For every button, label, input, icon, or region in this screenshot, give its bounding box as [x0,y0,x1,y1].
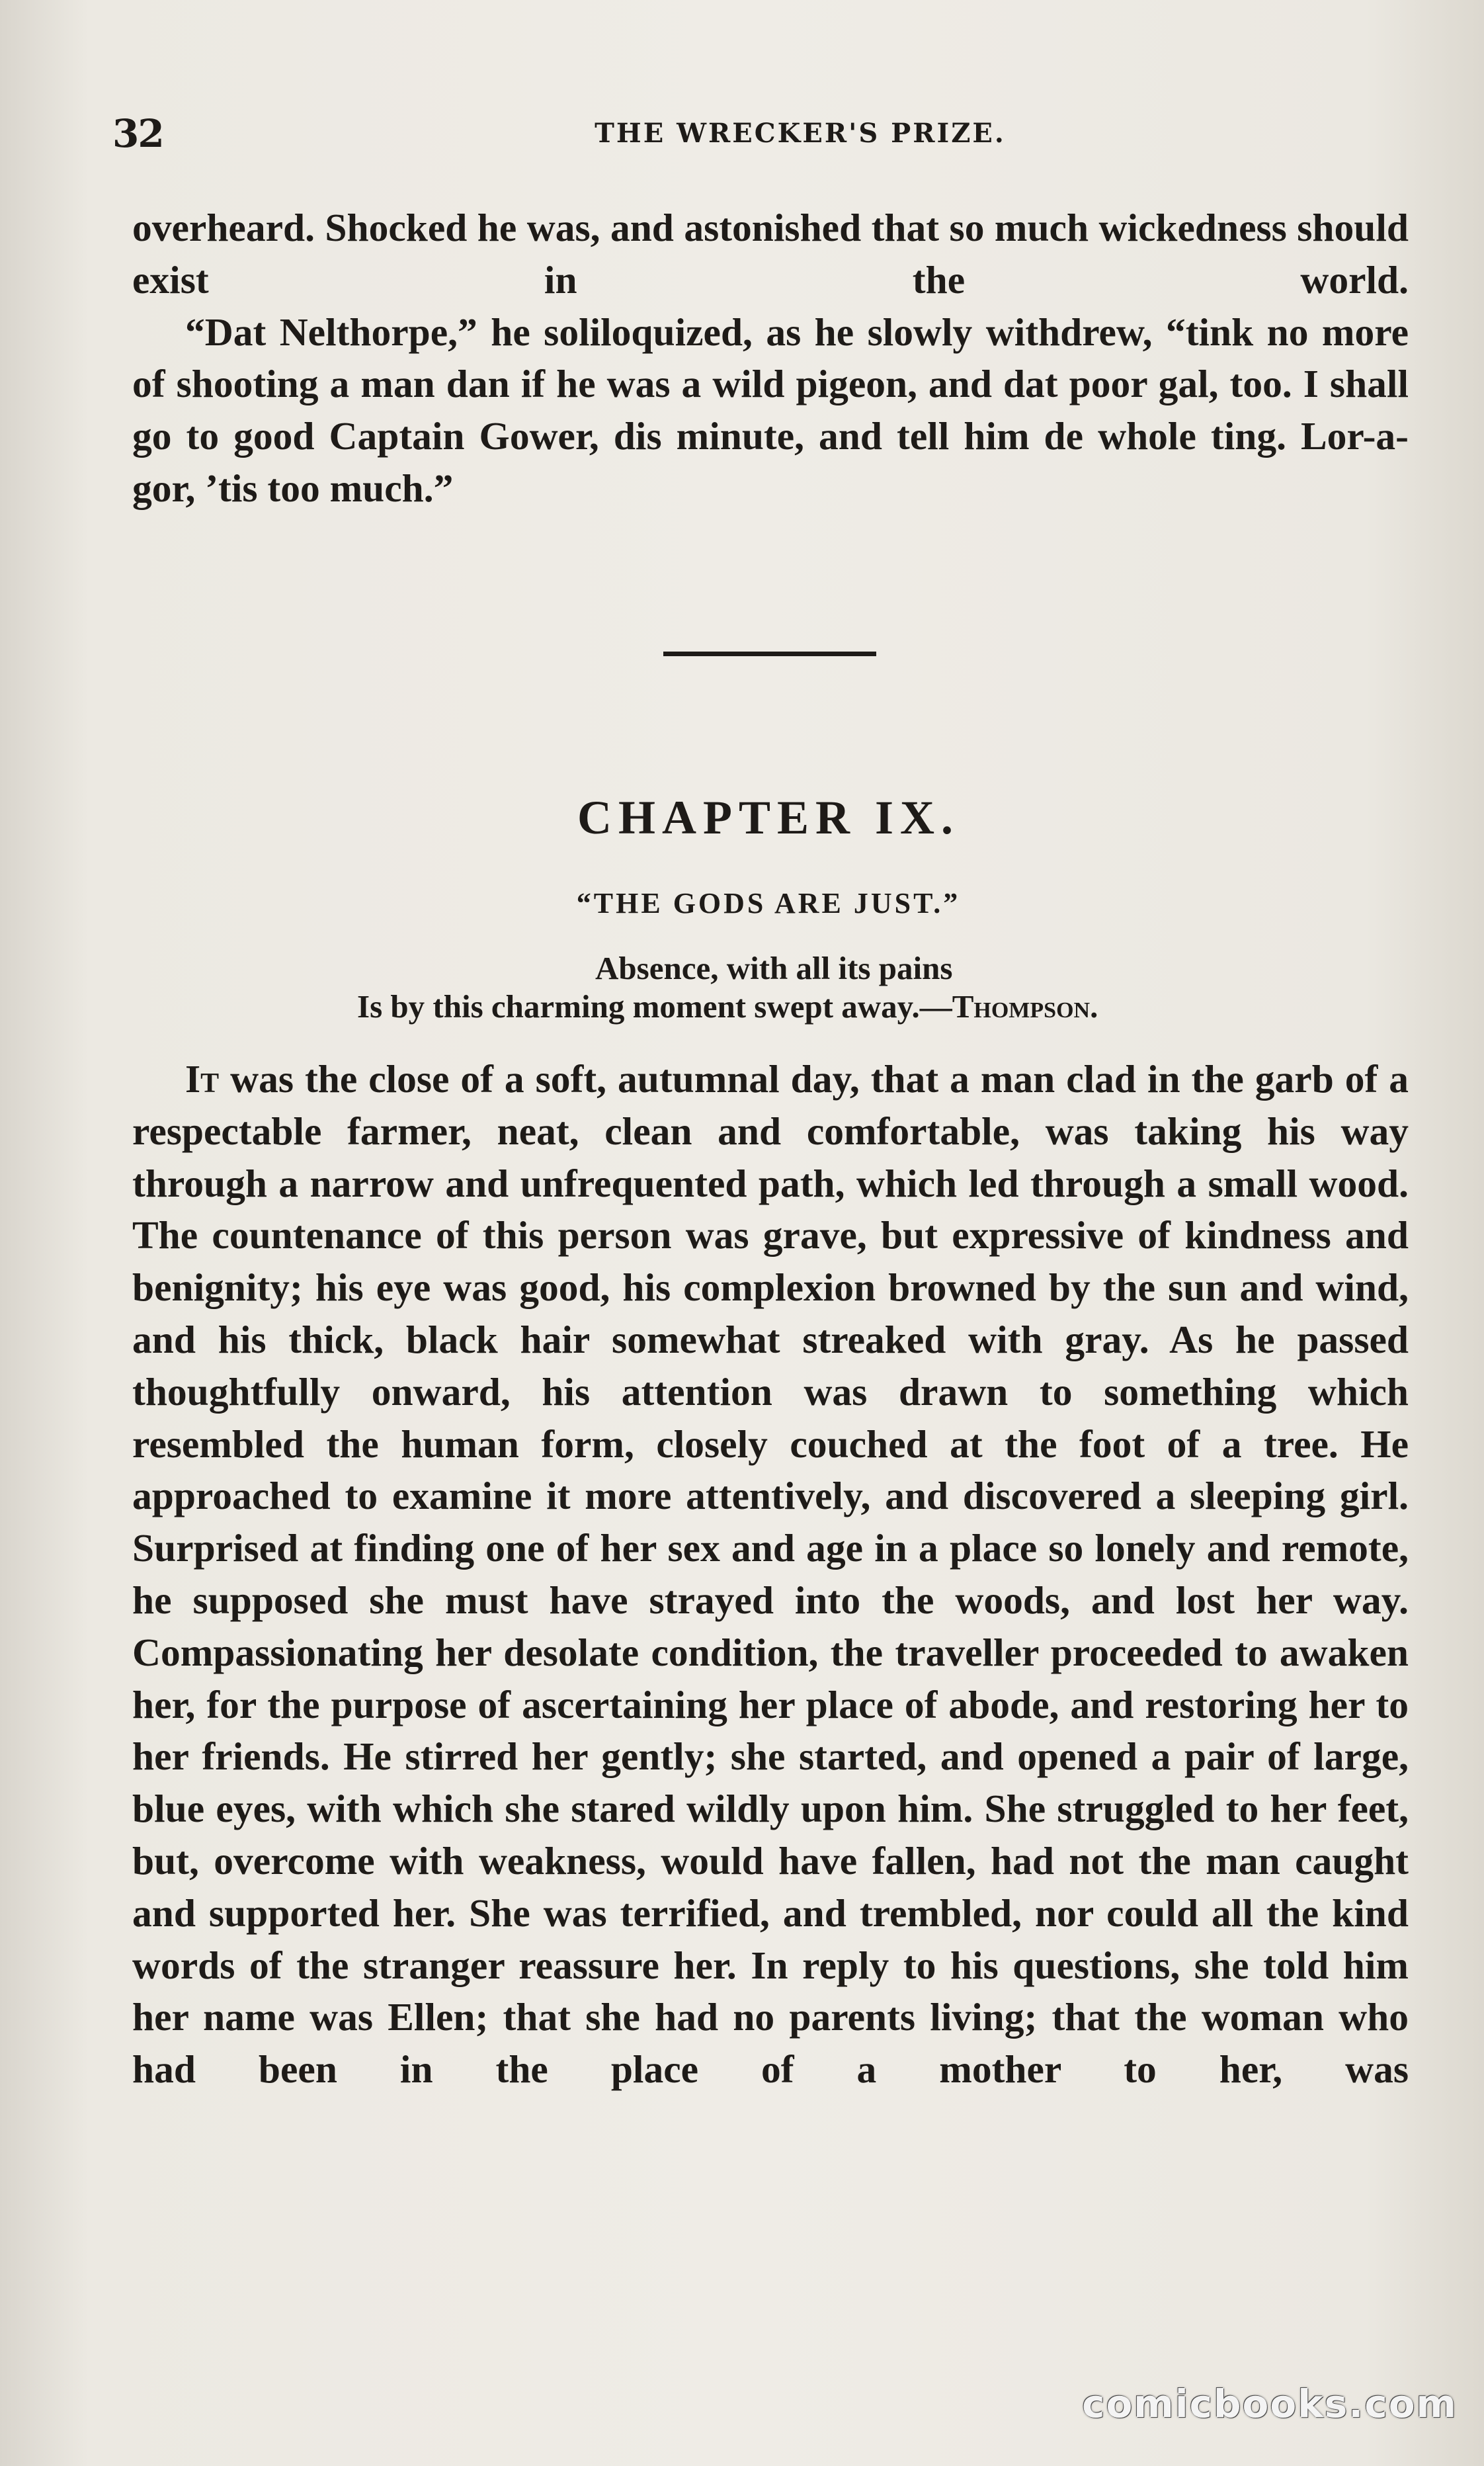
chapter-title: CHAPTER IX. [577,791,960,844]
paragraph-text: was the close of a soft, autumnal day, that a man clad in the garb of a respectable farmer, neat, clean and comfortable, was taking his way through a narrow and unfrequented path, which led through a small wood. The countenance of this person was grave, but expressive of kindness and benignity; his eye was good, his complexion browned by the sun and wind, and his thick, black hair somewhat streaked with gray. As he passed thoughtfully onward, his attention was drawn to something which resembled the human form, closely couched at the foot of a tree. He approached to examine it more attentively, and discovered a sleeping girl. Surprised at finding one of her sex and age in a place so lonely and remote, he supposed she must have strayed into the woods, and lost her way. Compassionating her desolate condition, the traveller proceeded to awaken her, for the purpose of ascertaining her place of abode, and restoring her to her friends. He stirred her gently; she started, and opened a pair of large, blue eyes, with which she stared wildly upon him. She struggled to her feet, but, overcome with weakness, would have fallen, had not the man caught and supported her. She was terrified, and trembled, nor could all the kind words of the stranger reassure her. In reply to his questions, she told him her name was Ellen; that she had no parents living; that the woman who had been in the place of a mother to her, was [132,1057,1409,2092]
chapter-subtitle: “THE GODS ARE JUST.” [576,887,961,919]
paragraph: overheard. Shocked he was, and astonished that so much wickedness should exist in the world. [132,206,1409,302]
opening-text-block [132,202,1409,515]
page-number: 32 [112,111,163,156]
paragraph: “Dat Nelthorpe,” he soliloquized, as he slowly withdrew, “tink no more of shooting a man dan if he was a wild pigeon, and dat poor gal, too. I shall go to good Captain Gower, dis minute, and tell him de whole ting. Lor-a-gor, ’tis too much.” [132,310,1409,510]
epigraph-attribution: Thompson. [952,988,1098,1025]
chapter-body-text [132,1053,1409,2096]
running-title: THE WRECKER'S PRIZE. [595,118,1006,149]
paragraph [132,1053,1409,2096]
epigraph-line: Absence, with all its pains [595,950,953,986]
epigraph-text: Is by this charming moment swept away.— [357,988,952,1025]
epigraph [357,949,1349,1026]
epigraph-line [357,988,1349,1026]
opening-word: It [185,1057,220,1101]
section-divider-rule [663,652,876,656]
watermark-logo: comicbooks.com [1082,2381,1458,2426]
page-header [112,111,1409,164]
